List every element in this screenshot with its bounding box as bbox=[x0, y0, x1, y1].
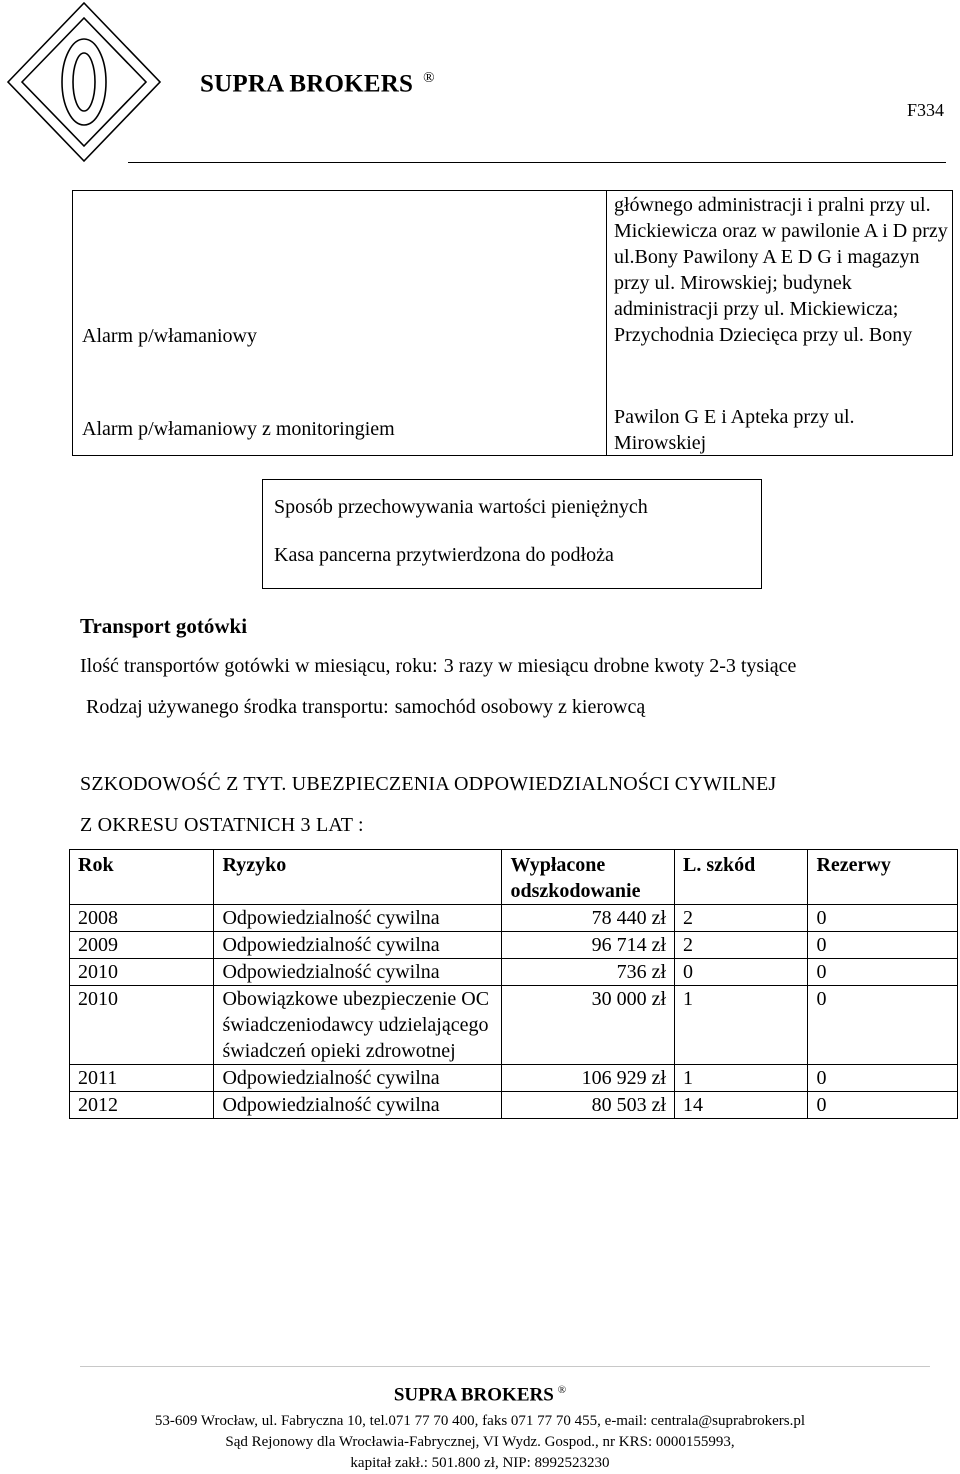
cell-year: 2012 bbox=[70, 1092, 214, 1119]
claims-heading: SZKODOWOŚĆ Z TYT. UBEZPIECZENIA ODPOWIEDZIALNOŚCI CYWILNEJ bbox=[80, 773, 777, 795]
cell-reserves: 0 bbox=[808, 932, 958, 959]
cell-claim-count: 1 bbox=[675, 1065, 808, 1092]
cell-paid: 78 440 zł bbox=[502, 905, 675, 932]
alarm-type-label: Alarm p/włamaniowy z monitoringiem bbox=[82, 418, 395, 440]
cell-paid: 106 929 zł bbox=[502, 1065, 675, 1092]
cell-risk: Odpowiedzialność cywilna bbox=[214, 1092, 502, 1119]
cash-storage-value: Kasa pancerna przytwierdzona do podłoża bbox=[274, 544, 614, 566]
cell-reserves: 0 bbox=[808, 1092, 958, 1119]
alarm-locations: głównego administracji i pralni przy ul. Mickiewicza oraz w pawilonie A i D przy ul.Bony Pawilony A E D G i magazyn przy ul. Mirowskiej; budynek administracji przy ul. Mickiewicza; Przychodnia Dziecięca przy ul. Bony bbox=[614, 194, 948, 346]
column-header-year: Rok bbox=[70, 850, 214, 905]
table-row bbox=[70, 1065, 958, 1092]
claims-table bbox=[69, 849, 958, 1119]
brand-name: SUPRA BROKERS bbox=[200, 70, 414, 98]
table-row bbox=[70, 1092, 958, 1119]
cell-year: 2010 bbox=[70, 959, 214, 986]
cash-storage-title: Sposób przechowywania wartości pieniężnych bbox=[274, 496, 648, 518]
transport-heading: Transport gotówki bbox=[80, 614, 248, 638]
column-header-reserves: Rezerwy bbox=[808, 850, 958, 905]
transport-count-label: Ilość transportów gotówki w miesiącu, roku: bbox=[80, 655, 438, 677]
footer-capital: kapitał zakł.: 501.800 zł, NIP: 8992523230 bbox=[350, 1455, 610, 1471]
cell-reserves: 0 bbox=[808, 1065, 958, 1092]
footer-contact: 53-609 Wrocław, ul. Fabryczna 10, tel.071 77 70 400, faks 071 77 70 455, e-mail: centrala@suprabrokers.pl bbox=[154, 1413, 806, 1429]
cell-risk: Obowiązkowe ubezpieczenie OC świadczeniodawcy udzielającego świadczeń opieki zdrowotnej bbox=[214, 986, 502, 1065]
cell-year: 2008 bbox=[70, 905, 214, 932]
registered-mark: ® bbox=[423, 70, 435, 86]
header-divider bbox=[128, 162, 946, 163]
cell-claim-count: 2 bbox=[675, 905, 808, 932]
table-row bbox=[70, 986, 958, 1065]
claims-heading-period: Z OKRESU OSTATNICH 3 LAT : bbox=[80, 814, 364, 836]
column-header-risk: Ryzyko bbox=[214, 850, 502, 905]
cell-year: 2009 bbox=[70, 932, 214, 959]
table-row bbox=[70, 959, 958, 986]
cell-reserves: 0 bbox=[808, 986, 958, 1065]
cell-year: 2011 bbox=[70, 1065, 214, 1092]
transport-type-row bbox=[86, 696, 645, 719]
table-row bbox=[70, 932, 958, 959]
footer-registration: Sąd Rejonowy dla Wrocławia-Fabrycznej, VI Wydz. Gospod., nr KRS: 0000155993, bbox=[225, 1434, 735, 1450]
cell-reserves: 0 bbox=[808, 905, 958, 932]
cell-paid: 80 503 zł bbox=[502, 1092, 675, 1119]
cell-year: 2010 bbox=[70, 986, 214, 1065]
cell-paid: 736 zł bbox=[502, 959, 675, 986]
cell-claim-count: 0 bbox=[675, 959, 808, 986]
header-brand bbox=[200, 70, 435, 98]
cell-claim-count: 14 bbox=[675, 1092, 808, 1119]
cell-risk: Odpowiedzialność cywilna bbox=[214, 959, 502, 986]
cell-claim-count: 1 bbox=[675, 986, 808, 1065]
footer-divider bbox=[80, 1366, 930, 1367]
column-header-paid: Wypłacone odszkodowanie bbox=[502, 850, 675, 905]
transport-type-value: samochód osobowy z kierowcą bbox=[394, 696, 646, 718]
cell-risk: Odpowiedzialność cywilna bbox=[214, 932, 502, 959]
alarm-table-divider bbox=[606, 190, 607, 456]
cell-risk: Odpowiedzialność cywilna bbox=[214, 905, 502, 932]
cell-paid: 30 000 zł bbox=[502, 986, 675, 1065]
transport-count-row bbox=[80, 655, 796, 678]
cell-claim-count: 2 bbox=[675, 932, 808, 959]
cell-risk: Odpowiedzialność cywilna bbox=[214, 1065, 502, 1092]
footer-brand-name: SUPRA BROKERS bbox=[393, 1384, 554, 1406]
footer-brand bbox=[0, 1384, 960, 1406]
table-row bbox=[70, 905, 958, 932]
alarm-type-label: Alarm p/włamaniowy bbox=[82, 325, 257, 347]
footer-registered-mark: ® bbox=[557, 1384, 567, 1396]
cell-paid: 96 714 zł bbox=[502, 932, 675, 959]
supra-brokers-logo-icon bbox=[0, 0, 165, 165]
document-id: F334 bbox=[907, 100, 945, 120]
cell-reserves: 0 bbox=[808, 959, 958, 986]
transport-count-value: 3 razy w miesiącu drobne kwoty 2-3 tysiące bbox=[443, 655, 797, 677]
column-header-claim-count: L. szkód bbox=[675, 850, 808, 905]
transport-type-label: Rodzaj używanego środka transportu: bbox=[86, 696, 389, 718]
claims-header-row bbox=[70, 850, 958, 905]
alarm-locations: Pawilon G E i Apteka przy ul. Mirowskiej bbox=[614, 406, 855, 454]
